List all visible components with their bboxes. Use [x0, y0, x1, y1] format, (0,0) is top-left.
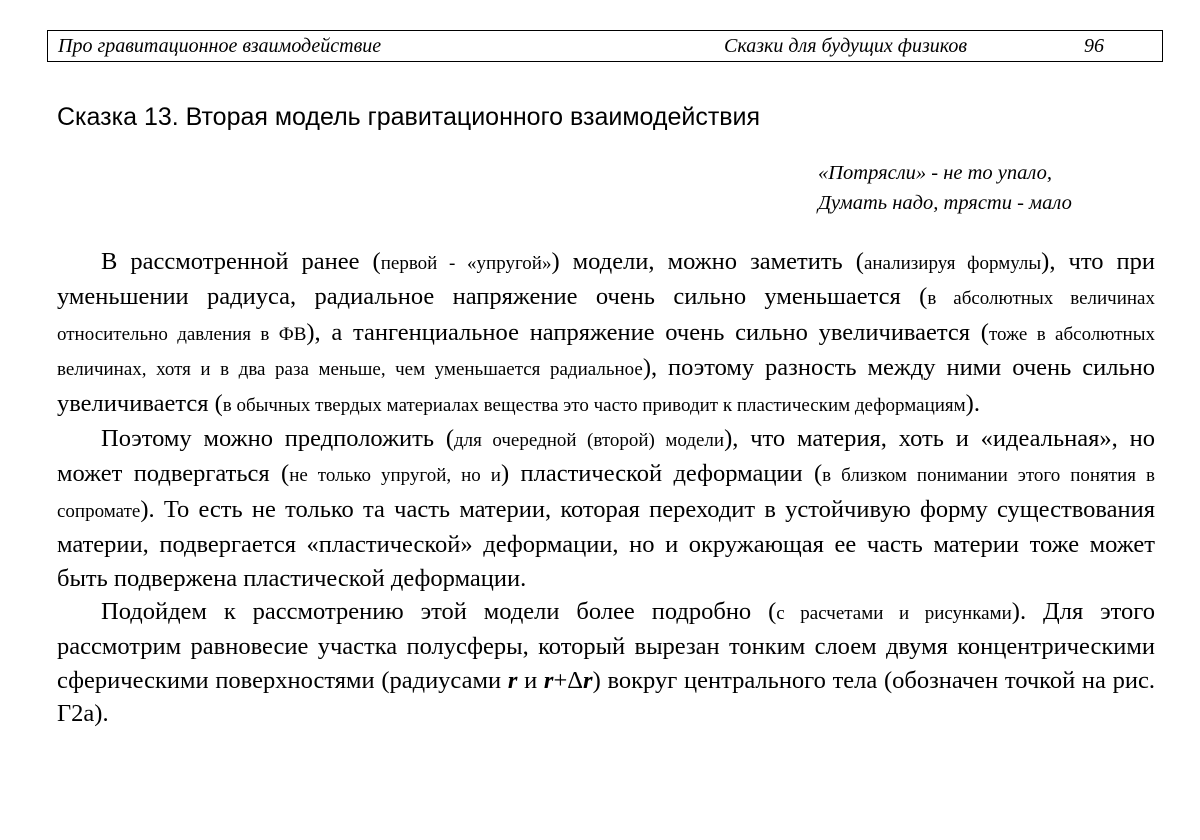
paragraph-3: [57, 595, 1155, 731]
variable-r: r: [543, 666, 554, 694]
text-run: ), а тангенциальное напряжение очень сильно увеличивается (: [306, 318, 989, 346]
aside-note: тоже в абсолютных величинах, хотя и в два раза меньше, чем уменьшается радиальное: [57, 323, 1155, 381]
epigraph: [818, 158, 1072, 218]
text-run: ) пластической деформации (: [500, 460, 823, 488]
text-run: и: [517, 666, 544, 694]
aside-note: не только упругой, но и: [289, 465, 501, 487]
text-run: В рассмотренной ранее (: [101, 248, 381, 275]
text-run: Подойдем к рассмотрению этой модели более подробно (: [101, 598, 777, 626]
paragraph-2: [57, 422, 1155, 595]
text-run: ). То есть не только та часть материи, которая переходит в устойчивую форму существования материи, подвергается «пластической» деформации, но и окружающая ее часть материи тоже может быть подвержена пластической деформации.: [57, 495, 1155, 592]
running-header: [47, 30, 1163, 62]
epigraph-line-2: Думать надо, трясти - мало: [818, 192, 1072, 214]
paragraph-1: [57, 245, 1155, 422]
text-run: ) модели, можно заметить (: [551, 248, 864, 275]
variable-r: r: [507, 666, 518, 694]
aside-note: первой - «упругой»: [380, 253, 552, 274]
aside-note: в близком понимании этого понятия в сопромате: [57, 465, 1155, 522]
text-run: +Δ: [553, 666, 584, 694]
text-run: ).: [965, 389, 980, 417]
epigraph-line-1: «Потрясли» - не то упало,: [818, 162, 1052, 184]
aside-note: с расчетами и рисунками: [776, 603, 1012, 625]
aside-note: в абсолютных величинах относительно давления в ФВ: [57, 288, 1155, 345]
variable-r: r: [583, 666, 593, 694]
text-run: ). Для этого рассмотрим равновесие участка полусферы, который вырезан тонким слоем двумя концентрическими сферическими поверхностями (радиусами: [57, 598, 1155, 694]
text-run: ), что материя, хоть и «идеальная», но может подвергаться (: [57, 425, 1155, 488]
text-run: ), что при уменьшении радиуса, радиальное напряжение очень сильно уменьшается (: [57, 248, 1156, 311]
chapter-title: Сказка 13. Вторая модель гравитационного взаимодействия: [57, 103, 761, 131]
aside-note: для очередной (второй) модели: [454, 430, 725, 452]
header-section-title: Про гравитационное взаимодействие: [58, 35, 382, 57]
body-text: [57, 245, 1155, 731]
page-number: 96: [1084, 35, 1104, 57]
text-run: ) вокруг центрального тела (обозначен точкой на рис. Г2а).: [57, 666, 1155, 728]
text-run: Поэтому можно предположить (: [101, 425, 454, 453]
text-run: ), поэтому разность между ними очень сильно увеличивается (: [57, 354, 1155, 417]
aside-note: анализируя формулы: [863, 253, 1042, 274]
header-book-title: Сказки для будущих физиков: [724, 35, 968, 57]
aside-note: в обычных твердых материалах вещества это часто приводит к пластическим деформациям: [222, 394, 966, 416]
